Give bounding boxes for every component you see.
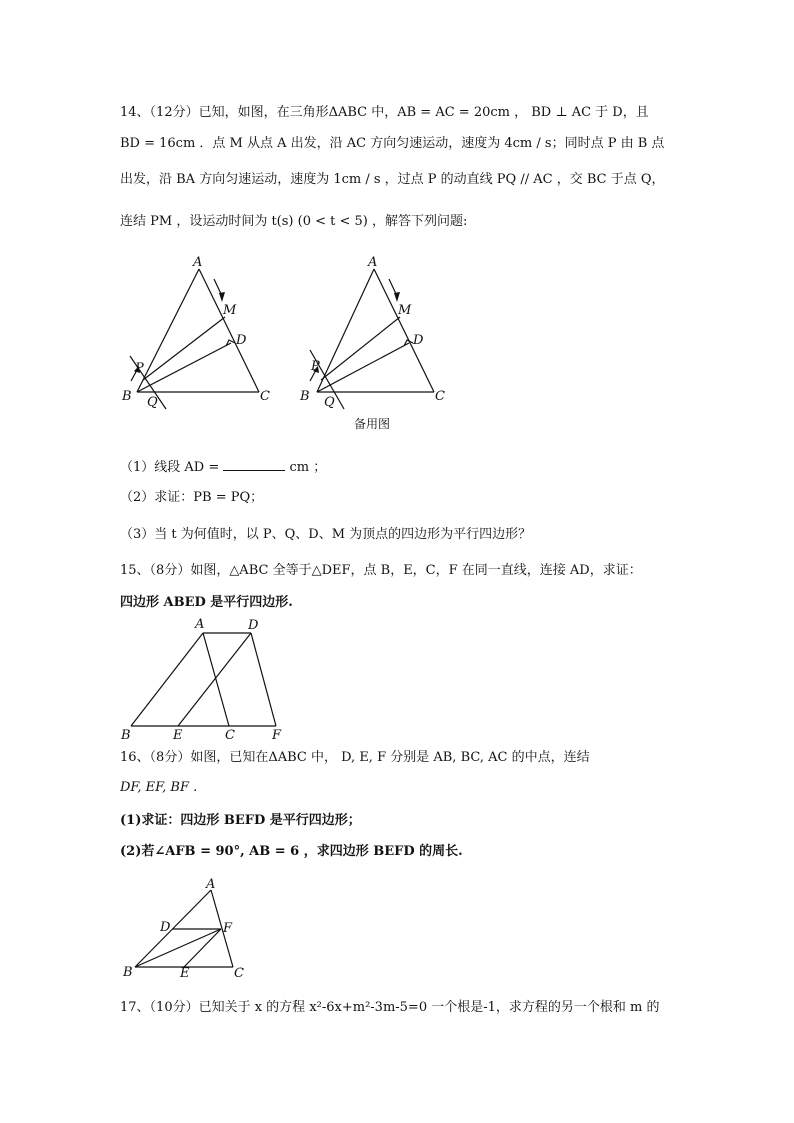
q16-label-c: C	[234, 966, 244, 981]
q15-label-b: B	[121, 728, 131, 743]
q14-part1-text: （1）线段 AD =	[120, 460, 220, 475]
q14-line1: 14、（12分）已知，如图，在三角形ΔABC 中，AB = AC = 20cm ， BD ⊥ AC 于 D，且	[120, 105, 649, 120]
q14-backup-label-a: A	[368, 255, 378, 270]
q16-label-a: A	[206, 877, 216, 892]
q15-label-e: E	[173, 728, 183, 743]
q14-fig-label-c: C	[260, 389, 270, 404]
q15-label-c: C	[225, 728, 235, 743]
q14-fig-label-p: P	[135, 361, 144, 376]
q14-fig-label-b: B	[122, 389, 132, 404]
q14-line4: 连结 PM ，设运动时间为 t(s) (0 < t < 5) ，解答下列问题:	[120, 214, 468, 229]
q14-part2: （2）求证：PB = PQ；	[120, 490, 264, 505]
q14-fig-label-d: D	[236, 333, 247, 348]
q14-backup-caption: 备用图	[354, 417, 391, 431]
q14-fig-label-a: A	[193, 255, 203, 270]
q14-backup-label-c: C	[435, 389, 445, 404]
q14-backup-label-q: Q	[324, 395, 335, 410]
q14-backup-label-p: P	[311, 359, 320, 374]
q15-label-d: D	[248, 618, 259, 633]
q14-fig-label-m: M	[223, 303, 237, 318]
q14-backup-label-d: D	[413, 333, 424, 348]
q14-part3: （3）当 t 为何值时，以 P、Q、D、M 为顶点的四边形为平行四边形？	[120, 527, 532, 542]
q16-line2: DF, EF, BF .	[120, 780, 198, 795]
q16-part2: (2)若∠AFB = 90°, AB = 6 ，求四边形 BEFD 的周长.	[120, 844, 463, 859]
q16-label-e: E	[180, 966, 190, 981]
q14-part1-unit: cm ；	[289, 460, 327, 475]
q15-label-a: A	[195, 617, 205, 632]
q16-line1: 16、（8分）如图，已知在ΔABC 中， D, E, F 分别是 AB, BC, AC 的中点，连结	[120, 750, 590, 765]
q16-figure-shapes	[135, 890, 233, 967]
q15-line1: 15、（8分）如图，△ABC 全等于△DEF，点 B，E，C，F 在同一直线，连接 AD，求证：	[120, 563, 642, 578]
q15-label-f: F	[272, 728, 282, 743]
q16-label-f: F	[223, 921, 233, 936]
q16-part1: (1)求证：四边形 BEFD 是平行四边形；	[120, 813, 361, 828]
q16-label-b: B	[123, 965, 133, 980]
q17-line1: 17、（10分）已知关于 x 的方程 x²-6x+m²-3m-5=0 一个根是-1，求方程的另一个根和 m 的	[120, 1000, 660, 1015]
q14-backup-label-b: B	[300, 389, 310, 404]
q14-line2: BD = 16cm ．点 M 从点 A 出发，沿 AC 方向匀速运动，速度为 4cm / s；同时点 P 由 B 点	[120, 136, 665, 151]
q14-line3: 出发，沿 BA 方向匀速运动，速度为 1cm / s ，过点 P 的动直线 PQ // AC ，交 BC 于点 Q，	[120, 172, 665, 187]
q16-label-d: D	[160, 920, 171, 935]
q15-line2: 四边形 ABED 是平行四边形.	[120, 595, 293, 610]
q14-fig-label-q: Q	[147, 395, 158, 410]
q14-backup-label-m: M	[398, 303, 412, 318]
